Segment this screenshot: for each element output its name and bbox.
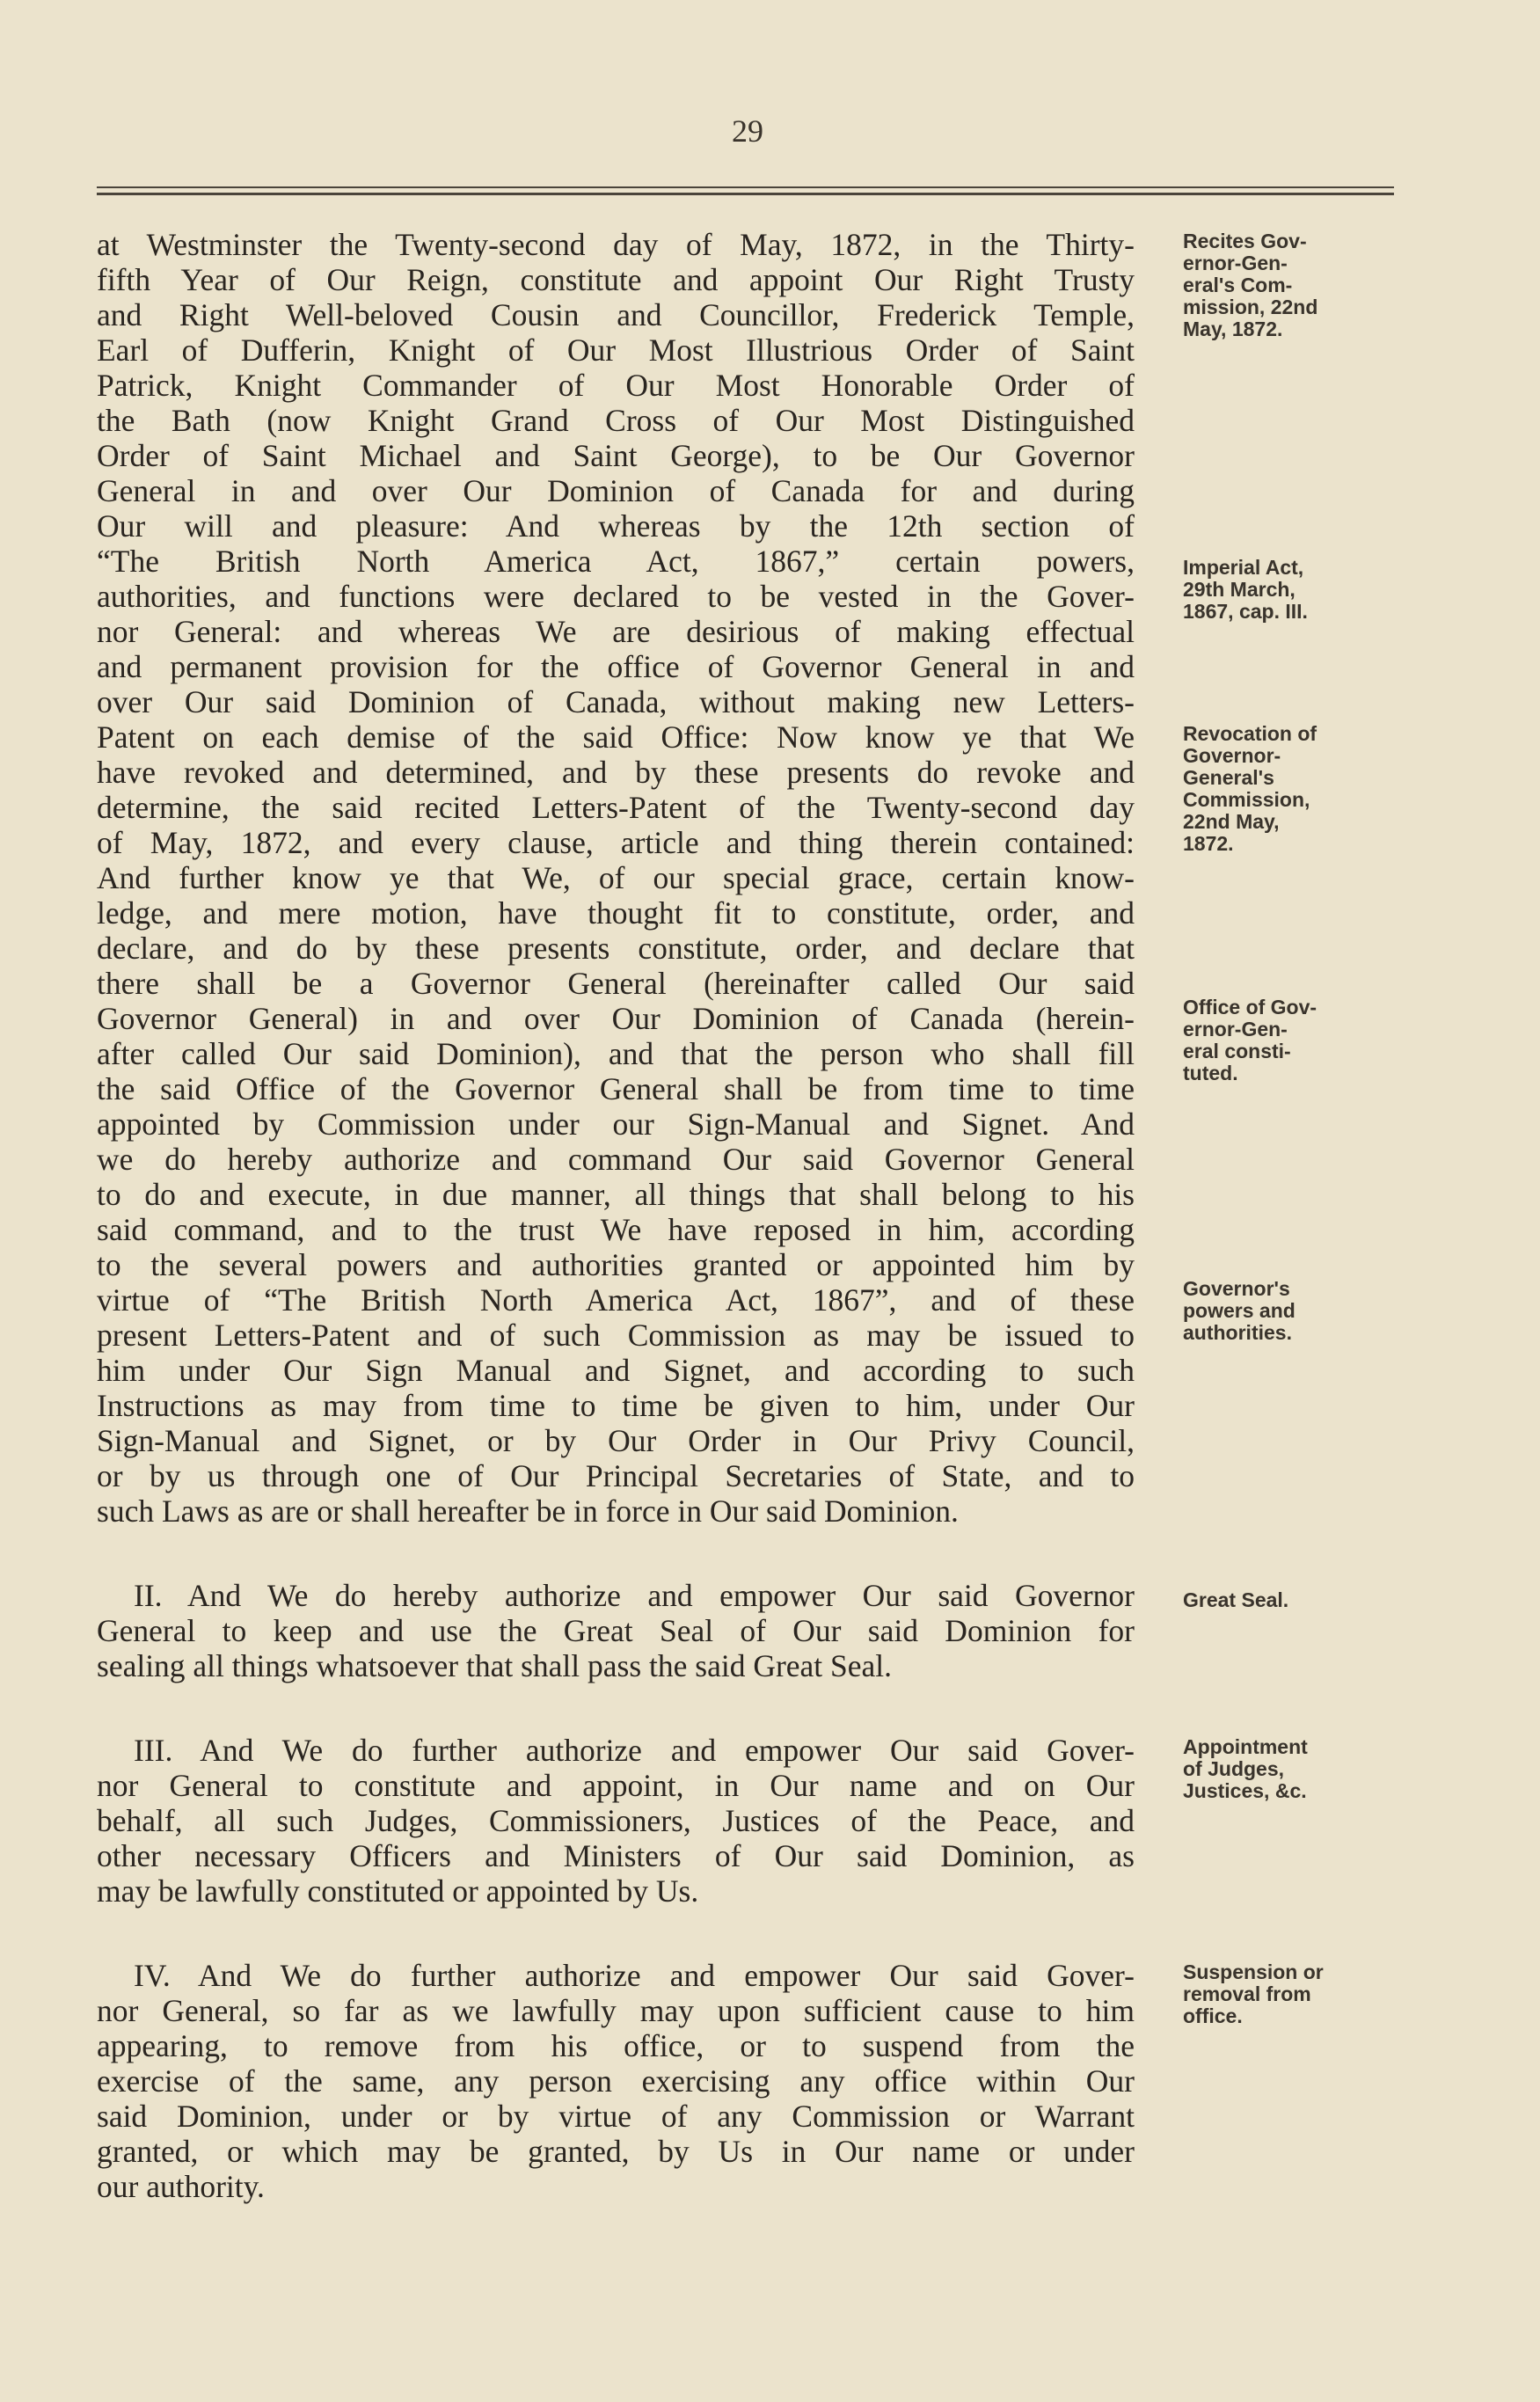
margin-note-line: tuted. (1183, 1062, 1238, 1084)
text-line: Patrick, Knight Commander of Our Most Honorable Order of (97, 368, 1135, 403)
margin-note-line: 1867, cap. III. (1183, 600, 1308, 623)
text-line: said command, and to the trust We have reposed in him, according (97, 1212, 1135, 1247)
text-line: II. And We do hereby authorize and empower Our said Governor (134, 1578, 1135, 1613)
text-line: sealing all things whatsoever that shall pass the said Great Seal. (97, 1648, 893, 1683)
margin-note (1183, 1736, 1394, 1802)
margin-note-line: Revocation of (1183, 722, 1317, 745)
header-rule-thick (97, 193, 1394, 195)
text-line: Patent on each demise of the said Office: Now know ye that We (97, 719, 1135, 755)
margin-note-line: Imperial Act, (1183, 556, 1304, 579)
text-line: have revoked and determined, and by these presents do revoke and (97, 755, 1135, 790)
margin-note-line: Office of Gov- (1183, 996, 1317, 1018)
text-line: IV. And We do further authorize and empower Our said Gover- (134, 1958, 1135, 1993)
paragraph (97, 227, 1135, 1529)
text-line: to the several powers and authorities granted or appointed him by (97, 1247, 1135, 1282)
page-number: 29 (732, 113, 763, 149)
header-rule-thin (97, 186, 1394, 188)
body-text (97, 227, 1135, 2204)
text-line: appointed by Commission under our Sign-Manual and Signet. And (97, 1106, 1135, 1142)
text-line: may be lawfully constituted or appointed by Us. (97, 1873, 699, 1909)
text-line: III. And We do further authorize and empower Our said Gover- (134, 1733, 1135, 1768)
text-line: or by us through one of Our Principal Secretaries of State, and to (97, 1458, 1135, 1493)
text-line: determine, the said recited Letters-Patent of the Twenty-second day (97, 790, 1135, 825)
margin-note-line: 1872. (1183, 832, 1234, 855)
margin-note (1183, 1961, 1394, 2027)
margin-note-line: eral's Com- (1183, 274, 1293, 296)
text-line: at Westminster the Twenty-second day of May, 1872, in the Thirty- (97, 227, 1135, 262)
text-line: fifth Year of Our Reign, constitute and appoint Our Right Trusty (97, 262, 1135, 297)
text-line: Sign-Manual and Signet, or by Our Order in Our Privy Council, (97, 1423, 1135, 1458)
margin-note (1183, 1589, 1394, 1611)
text-line: after called Our said Dominion), and that the person who shall fill (97, 1036, 1135, 1071)
text-line: said Dominion, under or by virtue of any Commission or Warrant (97, 2099, 1135, 2134)
text-line: “The British North America Act, 1867,” certain powers, (97, 544, 1135, 579)
margin-note-line: May, 1872. (1183, 318, 1283, 340)
text-line: granted, or which may be granted, by Us in Our name or under (97, 2134, 1135, 2169)
text-line: and permanent provision for the office of Governor General in and (97, 649, 1135, 684)
paragraph (97, 1958, 1135, 2204)
text-line: Earl of Dufferin, Knight of Our Most Illustrious Order of Saint (97, 332, 1135, 368)
margin-note-line: ernor-Gen- (1183, 1018, 1288, 1040)
text-line: appearing, to remove from his office, or to suspend from the (97, 2028, 1135, 2063)
text-line: Governor General) in and over Our Dominion of Canada (herein- (97, 1001, 1135, 1036)
margin-note-line: Suspension or (1183, 1960, 1324, 1983)
text-line: we do hereby authorize and command Our said Governor General (97, 1142, 1135, 1177)
margin-note-line: ernor-Gen- (1183, 252, 1288, 274)
margin-note-line: mission, 22nd (1183, 296, 1318, 318)
text-line: other necessary Officers and Ministers of Our said Dominion, as (97, 1838, 1135, 1873)
text-line: virtue of “The British North America Act, 1867”, and of these (97, 1282, 1135, 1318)
text-line: And further know ye that We, of our special grace, certain know- (97, 860, 1135, 895)
margin-note (1183, 1278, 1394, 1344)
text-line: exercise of the same, any person exercising any office within Our (97, 2063, 1135, 2099)
margin-note (1183, 557, 1394, 623)
margin-note (1183, 723, 1394, 855)
margin-note-line: 29th March, (1183, 578, 1295, 601)
margin-note-line: 22nd May, (1183, 810, 1280, 833)
margin-note-line: General's (1183, 766, 1274, 789)
text-line: behalf, all such Judges, Commissioners, Justices of the Peace, and (97, 1803, 1135, 1838)
text-line: authorities, and functions were declared to be vested in the Gover- (97, 579, 1135, 614)
margin-note-line: powers and (1183, 1299, 1295, 1322)
text-line: ledge, and mere motion, have thought fit to constitute, order, and (97, 895, 1135, 931)
margin-note-line: of Judges, (1183, 1757, 1285, 1780)
text-line: Instructions as may from time to time be given to him, under Our (97, 1388, 1135, 1423)
margin-note-line: Justices, &c. (1183, 1779, 1307, 1802)
text-line: the said Office of the Governor General shall be from time to time (97, 1071, 1135, 1106)
text-line: to do and execute, in due manner, all things that shall belong to his (97, 1177, 1135, 1212)
margin-note-line: Commission, (1183, 788, 1310, 811)
text-line: and Right Well-beloved Cousin and Councillor, Frederick Temple, (97, 297, 1135, 332)
margin-note-line: Appointment (1183, 1735, 1308, 1758)
text-line: nor General: and whereas We are desirious of making effectual (97, 614, 1135, 649)
margin-note (1183, 997, 1394, 1084)
text-line: nor General to constitute and appoint, in Our name and on Our (97, 1768, 1135, 1803)
text-line: Order of Saint Michael and Saint George), to be Our Governor (97, 438, 1135, 473)
paragraph (97, 1733, 1135, 1909)
text-line: over Our said Dominion of Canada, without making new Letters- (97, 684, 1135, 719)
text-line: of May, 1872, and every clause, article and thing therein contained: (97, 825, 1135, 860)
text-line: him under Our Sign Manual and Signet, and according to such (97, 1353, 1135, 1388)
paragraph (97, 1578, 1135, 1683)
text-line: nor General, so far as we lawfully may upon sufficient cause to him (97, 1993, 1135, 2028)
text-line: declare, and do by these presents constitute, order, and declare that (97, 931, 1135, 966)
margin-note-line: Great Seal. (1183, 1588, 1289, 1611)
text-line: such Laws as are or shall hereafter be in force in Our said Dominion. (97, 1493, 959, 1529)
margin-note-line: authorities. (1183, 1321, 1292, 1344)
margin-note-line: Governor- (1183, 744, 1281, 767)
margin-note-line: Recites Gov- (1183, 230, 1307, 252)
text-line: General in and over Our Dominion of Canada for and during (97, 473, 1135, 508)
margin-note-line: Governor's (1183, 1277, 1290, 1300)
text-line: there shall be a Governor General (hereinafter called Our said (97, 966, 1135, 1001)
text-line: General to keep and use the Great Seal of Our said Dominion for (97, 1613, 1135, 1648)
text-line: the Bath (now Knight Grand Cross of Our Most Distinguished (97, 403, 1135, 438)
text-line: Our will and pleasure: And whereas by the 12th section of (97, 508, 1135, 544)
margin-note-line: removal from (1183, 1982, 1311, 2005)
margin-note-line: eral consti- (1183, 1040, 1291, 1062)
margin-note-line: office. (1183, 2004, 1243, 2027)
text-line: present Letters-Patent and of such Commission as may be issued to (97, 1318, 1135, 1353)
margin-note (1183, 230, 1394, 340)
text-line: our authority. (97, 2169, 265, 2204)
